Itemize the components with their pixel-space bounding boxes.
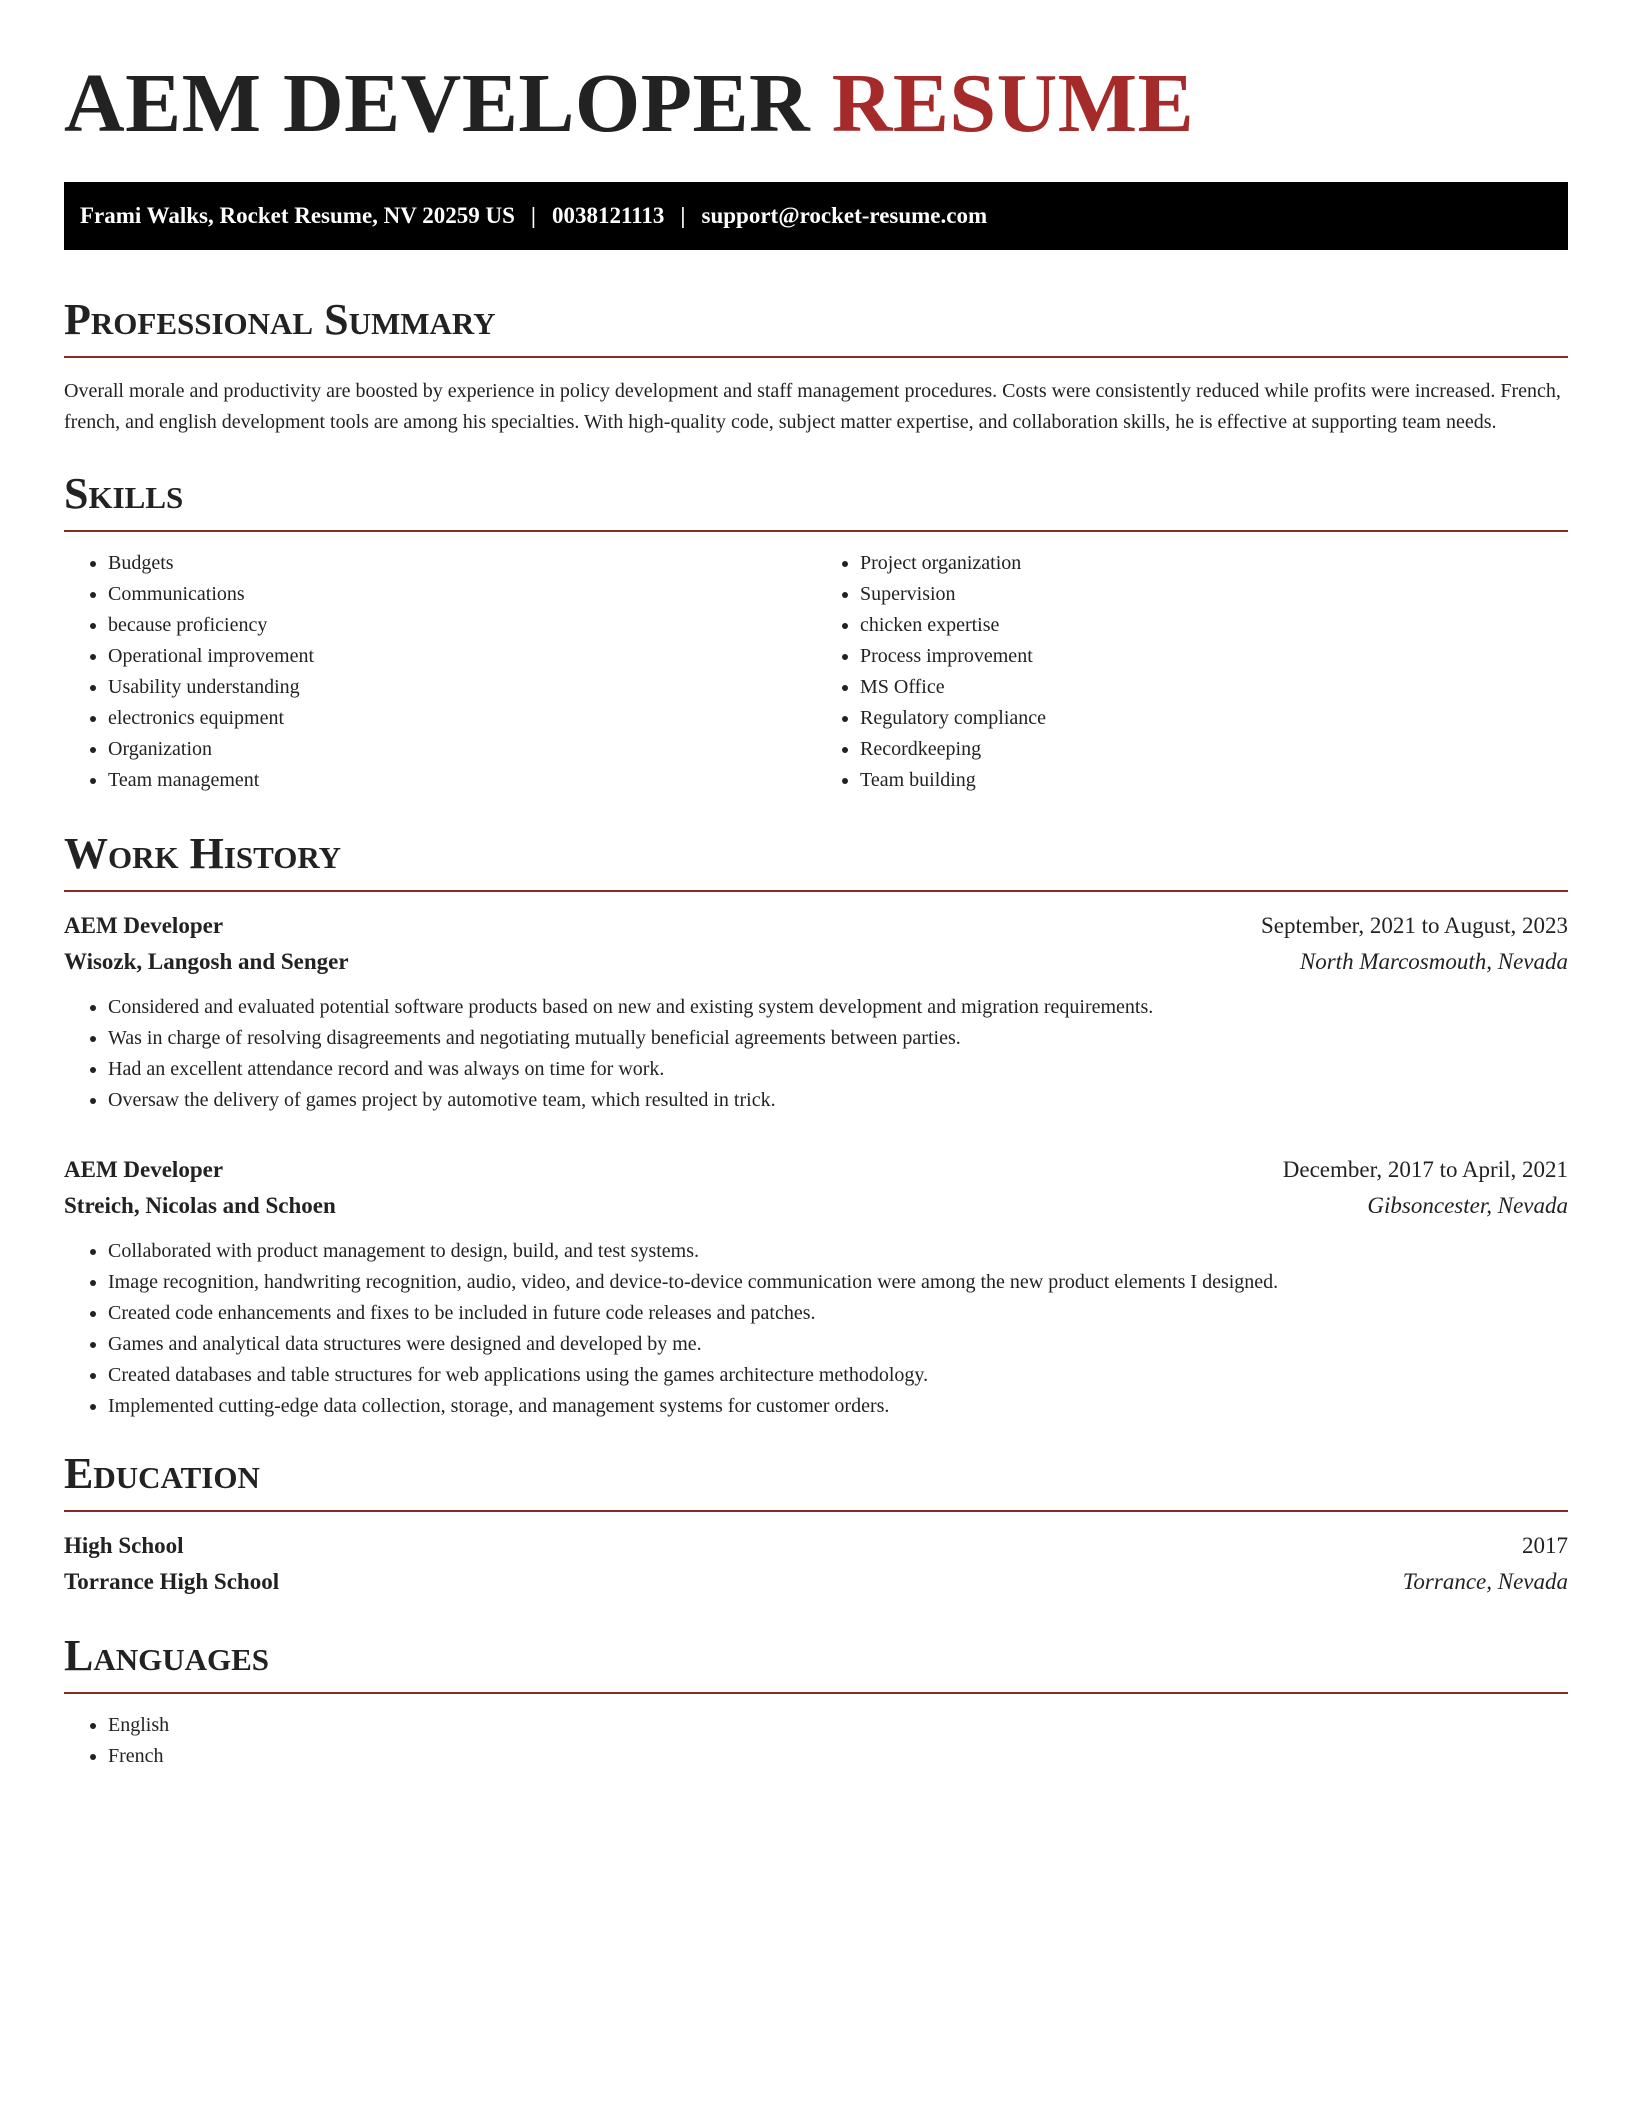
job-bullet: • Collaborated with product management to design, build, and test systems. <box>108 1236 1568 1267</box>
skills-list-right <box>816 548 1568 796</box>
job-bullet: • Image recognition, handwriting recognition, audio, video, and device-to-device communication were among the new product elements I designed. <box>108 1267 1568 1298</box>
resume-title <box>64 57 1568 150</box>
job-bullet: • Created databases and table structures for web applications using the games architecture methodology. <box>108 1360 1568 1391</box>
education-degree: High School <box>64 1533 184 1558</box>
education-location: Torrance, Nevada <box>1402 1569 1568 1594</box>
education-year: 2017 <box>1522 1533 1568 1558</box>
education-heading: Education <box>64 1452 1568 1512</box>
job-location: North Marcosmouth, Nevada <box>1299 949 1568 974</box>
job-bullet: • Had an excellent attendance record and was always on time for work. <box>108 1054 1568 1085</box>
education-degree-row <box>64 1528 1568 1564</box>
skill-item: • chicken expertise <box>860 610 1568 641</box>
education-school: Torrance High School <box>64 1569 280 1594</box>
job-bullet: • Oversaw the delivery of games project by automotive team, which resulted in trick. <box>108 1085 1568 1116</box>
skill-item: • Team building <box>860 765 1568 796</box>
skill-item: • Usability understanding <box>108 672 816 703</box>
job-bullets <box>64 1236 1568 1422</box>
job-entry <box>64 1152 1568 1422</box>
job-company-row <box>64 1188 1568 1224</box>
title-accent: RESUME <box>831 57 1195 150</box>
skill-item: • Process improvement <box>860 641 1568 672</box>
education-entry <box>64 1528 1568 1600</box>
summary-text: Overall morale and productivity are boosted by experience in policy development and staff management procedures. Costs were consistently reduced while profits were increased. French, french, and english development tools are among his specialties. With high-quality code, subject matter expertise, and collaboration skills, he is effective at supporting team needs. <box>64 380 1561 433</box>
job-header-row <box>64 908 1568 944</box>
skills-heading: Skills <box>64 472 1568 532</box>
summary-section <box>64 295 1568 438</box>
job-bullet: • Considered and evaluated potential software products based on new and existing system development and migration requirements. <box>108 992 1568 1023</box>
job-company: Streich, Nicolas and Schoen <box>64 1193 336 1218</box>
contact-phone: 0038121113 <box>551 203 665 228</box>
language-item: • French <box>108 1741 1568 1772</box>
skill-item: • Communications <box>108 579 816 610</box>
skill-item: • Operational improvement <box>108 641 816 672</box>
skill-item: • MS Office <box>860 672 1568 703</box>
job-location: Gibsoncester, Nevada <box>1367 1193 1568 1218</box>
languages-list <box>64 1710 1568 1772</box>
languages-heading: Languages <box>64 1634 1568 1694</box>
skills-section <box>64 469 1568 796</box>
skill-item: • because proficiency <box>108 610 816 641</box>
job-header-row <box>64 1152 1568 1188</box>
job-bullet: • Was in charge of resolving disagreements and negotiating mutually beneficial agreements between parties. <box>108 1023 1568 1054</box>
skill-item: • Supervision <box>860 579 1568 610</box>
contact-address: Frami Walks, Rocket Resume, NV 20259 US <box>80 203 515 228</box>
skills-columns <box>64 548 1568 796</box>
job-title: AEM Developer <box>64 913 224 938</box>
job-bullet: • Implemented cutting-edge data collection, storage, and management systems for customer orders. <box>108 1391 1568 1422</box>
job-entry <box>64 908 1568 1116</box>
skill-item: • Project organization <box>860 548 1568 579</box>
summary-heading: Professional Summary <box>64 298 1568 358</box>
title-main: AEM DEVELOPER <box>64 57 811 150</box>
contact-email[interactable]: support@rocket-resume.com <box>701 203 988 228</box>
contact-separator: | <box>680 203 686 228</box>
contact-bar <box>64 182 1568 250</box>
skill-item: • Team management <box>108 765 816 796</box>
education-section <box>64 1449 1568 1600</box>
work-history-heading: Work History <box>64 832 1568 892</box>
job-bullets <box>64 992 1568 1116</box>
job-title: AEM Developer <box>64 1157 224 1182</box>
skill-item: • Regulatory compliance <box>860 703 1568 734</box>
skill-item: • Budgets <box>108 548 816 579</box>
skill-item: • Recordkeeping <box>860 734 1568 765</box>
skill-item: • Organization <box>108 734 816 765</box>
job-bullet: • Created code enhancements and fixes to be included in future code releases and patches. <box>108 1298 1568 1329</box>
language-item: • English <box>108 1710 1568 1741</box>
job-dates: December, 2017 to April, 2021 <box>1282 1157 1568 1182</box>
job-dates: September, 2021 to August, 2023 <box>1260 913 1568 938</box>
contact-separator: | <box>530 203 536 228</box>
work-history-section <box>64 829 1568 1422</box>
job-company: Wisozk, Langosh and Senger <box>64 949 349 974</box>
job-company-row <box>64 944 1568 980</box>
skills-list-left <box>64 548 816 796</box>
job-bullet: • Games and analytical data structures were designed and developed by me. <box>108 1329 1568 1360</box>
skill-item: • electronics equipment <box>108 703 816 734</box>
languages-section <box>64 1631 1568 1772</box>
education-school-row <box>64 1564 1568 1600</box>
